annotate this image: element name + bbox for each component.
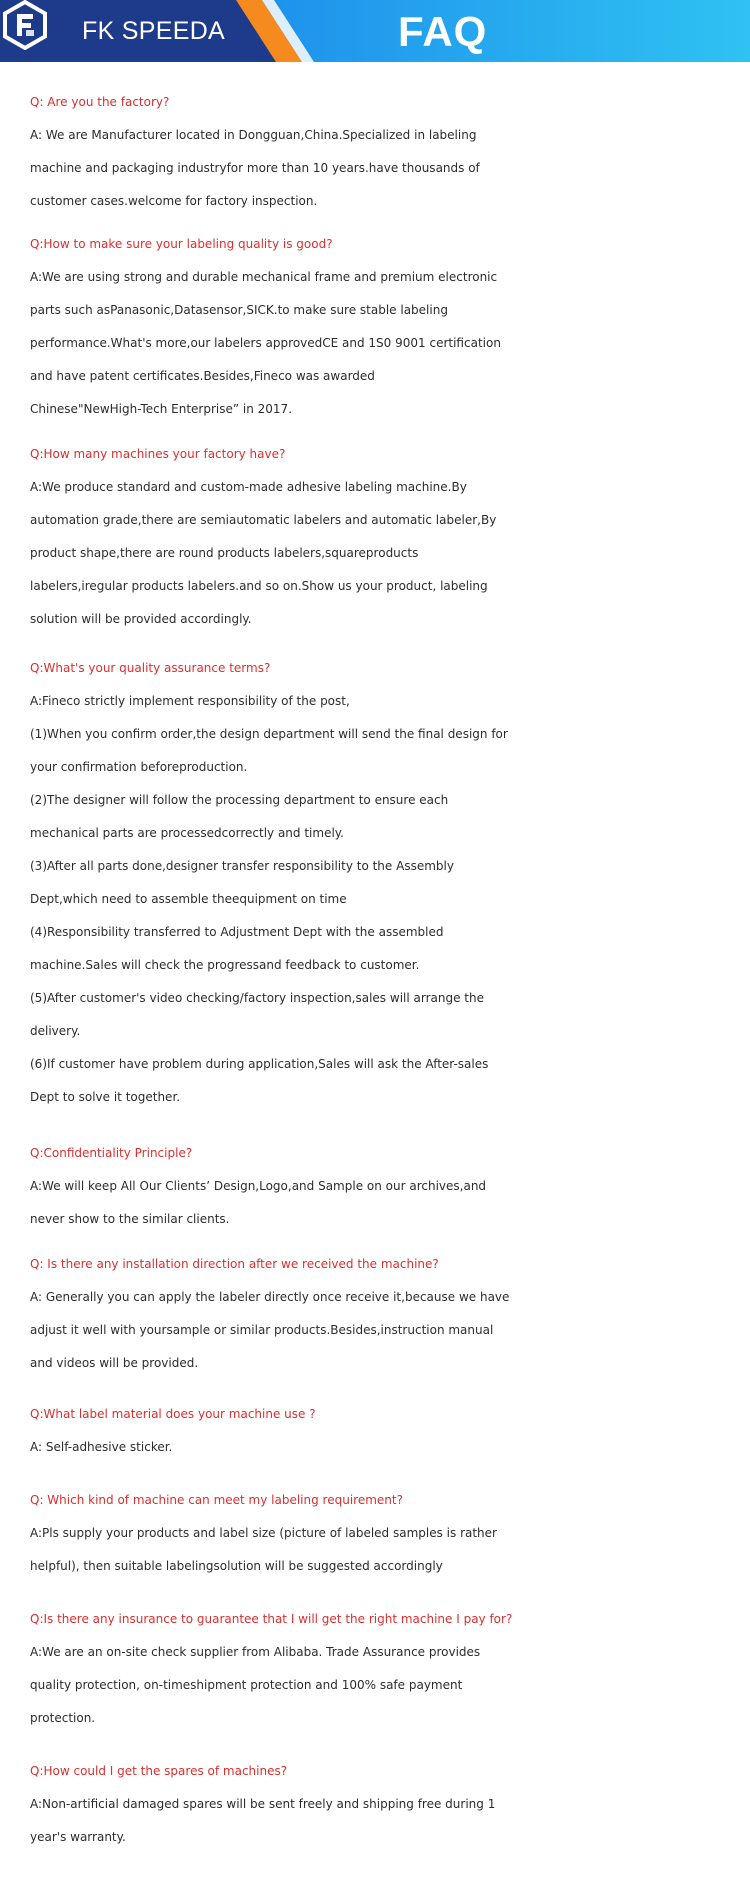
answer-line: A: Generally you can apply the labeler directly once receive it,because we have [30,1290,510,1304]
faq-item [30,1398,730,1464]
faq-item [30,1755,730,1854]
answer-line: never show to the similar clients. [30,1212,230,1226]
answer-line: and have patent certificates.Besides,Fineco was awarded [30,369,375,383]
faq-answer [30,685,730,1114]
faq-item [30,1137,730,1236]
faq-question: Q: Is there any installation direction after we received the machine? [30,1257,439,1271]
faq-item [30,86,730,218]
answer-line: Chinese"NewHigh-Tech Enterprise” in 2017. [30,402,293,416]
faq-answer [30,1281,730,1380]
answer-line: solution will be provided accordingly. [30,612,252,626]
faq-answer [30,1170,730,1236]
answer-line: A:We are an on-site check supplier from Alibaba. Trade Assurance provides [30,1645,481,1659]
answer-line: (5)After customer's video checking/factory inspection,sales will arrange the [30,991,484,1005]
faq-answer [30,1517,730,1583]
answer-line: A: Self-adhesive sticker. [30,1440,173,1454]
answer-line: (6)If customer have problem during application,Sales will ask the After-sales [30,1057,489,1071]
faq-question: Q: Which kind of machine can meet my labeling requirement? [30,1493,403,1507]
faq-item [30,652,730,1114]
faq-question: Q:How to make sure your labeling quality is good? [30,237,333,251]
answer-line: machine and packaging industryfor more than 10 years.have thousands of [30,161,480,175]
faq-answer [30,1636,730,1735]
answer-line: A:We will keep All Our Clients’ Design,Logo,and Sample on our archives,and [30,1179,487,1193]
answer-line: performance.What's more,our labelers approvedCE and 1S0 9001 certification [30,336,501,350]
answer-line: protection. [30,1711,96,1725]
faq-question: Q:How could I get the spares of machines? [30,1764,288,1778]
answer-line: (3)After all parts done,designer transfer responsibility to the Assembly [30,859,454,873]
answer-line: quality protection, on-timeshipment protection and 100% safe payment [30,1678,463,1692]
answer-line: customer cases.welcome for factory inspection. [30,194,318,208]
answer-line: delivery. [30,1024,81,1038]
answer-line: Dept to solve it together. [30,1090,181,1104]
answer-line: mechanical parts are processedcorrectly and timely. [30,826,344,840]
answer-line: labelers,iregular products labelers.and so on.Show us your product, labeling [30,579,488,593]
answer-line: parts such asPanasonic,Datasensor,SICK.to make sure stable labeling [30,303,448,317]
answer-line: A:Fineco strictly implement responsibility of the post, [30,694,350,708]
faq-answer [30,261,730,426]
faq-answer [30,1431,730,1464]
answer-line: A:Pls supply your products and label size (picture of labeled samples is rather [30,1526,497,1540]
answer-line: year's warranty. [30,1830,126,1844]
faq-answer [30,471,730,636]
faq-item [30,228,730,426]
answer-line: (1)When you confirm order,the design department will send the final design for [30,727,508,741]
answer-line: A:We are using strong and durable mechanical frame and premium electronic [30,270,498,284]
faq-item [30,1484,730,1583]
answer-line: A:We produce standard and custom-made adhesive labeling machine.By [30,480,467,494]
faq-question: Q:Confidentiality Principle? [30,1146,193,1160]
answer-line: adjust it well with yoursample or similar products.Besides,instruction manual [30,1323,494,1337]
faq-answer [30,119,730,218]
answer-line: (4)Responsibility transferred to Adjustment Dept with the assembled [30,925,444,939]
brand-name: FK SPEEDA [82,17,226,45]
faq-question: Q:What's your quality assurance terms? [30,661,271,675]
answer-line: helpful), then suitable labelingsolution will be suggested accordingly [30,1559,443,1573]
faq-question: Q: Are you the factory? [30,95,170,109]
answer-line: (2)The designer will follow the processing department to ensure each [30,793,449,807]
faq-list [30,86,730,1854]
faq-item [30,1248,730,1380]
answer-line: A: We are Manufacturer located in Dongguan,China.Specialized in labeling [30,128,477,142]
faq-answer [30,1788,730,1854]
answer-line: Dept,which need to assemble theequipment on time [30,892,347,906]
answer-line: and videos will be provided. [30,1356,199,1370]
faq-header-banner [0,0,750,62]
answer-line: your confirmation beforeproduction. [30,760,248,774]
faq-question: Q:What label material does your machine use ? [30,1407,316,1421]
answer-line: automation grade,there are semiautomatic labelers and automatic labeler,By [30,513,497,527]
faq-item [30,1603,730,1735]
hexagon-logo-icon [0,0,50,50]
faq-question: Q:Is there any insurance to guarantee that I will get the right machine I pay for? [30,1612,513,1626]
answer-line: product shape,there are round products labelers,squareproducts [30,546,419,560]
page-title: FAQ [398,8,488,55]
answer-line: A:Non-artificial damaged spares will be sent freely and shipping free during 1 [30,1797,496,1811]
faq-item [30,438,730,636]
faq-question: Q:How many machines your factory have? [30,447,286,461]
answer-line: machine.Sales will check the progressand feedback to customer. [30,958,420,972]
